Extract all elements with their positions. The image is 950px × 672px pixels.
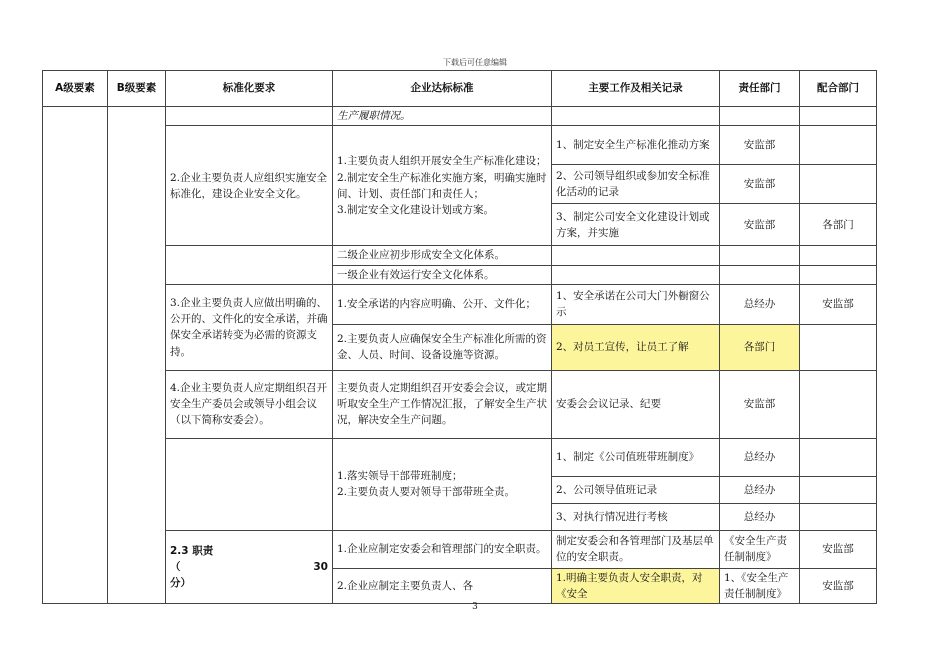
header-work-records: 主要工作及相关记录 bbox=[552, 71, 720, 107]
table-row bbox=[43, 126, 877, 165]
header-cooperating-dept: 配合部门 bbox=[800, 71, 877, 107]
work-cell: 2、对员工宣传，让员工了解 bbox=[552, 324, 720, 370]
work-cell: 《安全生产责任制制度》 bbox=[720, 530, 800, 568]
coop-cell bbox=[800, 503, 877, 530]
std-cell: 3.企业主要负责人应做出明确的、公开的、文件化的安全承诺，并确保安全承诺转变为必需的资源支持。 bbox=[166, 284, 333, 370]
resp-cell: 总经办 bbox=[720, 476, 800, 503]
ent-cell: 1.明确主要负责人安全职责，对《安全 bbox=[552, 568, 720, 604]
table-row bbox=[43, 246, 877, 265]
work-cell: 1、安全承诺在公司大门外橱窗公示 bbox=[552, 284, 720, 324]
std-cell bbox=[166, 438, 333, 530]
coop-cell bbox=[800, 370, 877, 438]
work-cell: 3、制定公司安全文化建设计划或方案，并实施 bbox=[552, 204, 720, 246]
work-cell: 1、制定安全生产标准化推动方案 bbox=[552, 126, 720, 165]
work-cell: 2、公司领导值班记录 bbox=[552, 476, 720, 503]
work-cell bbox=[552, 107, 720, 126]
resp-cell: 安监部 bbox=[720, 370, 800, 438]
header-standard: 标准化要求 bbox=[166, 71, 333, 107]
b-level-section-2-3: 2.3 职责 （ 30 分） bbox=[166, 530, 333, 604]
resp-cell: 安监部 bbox=[800, 530, 877, 568]
resp-cell: 总经办 bbox=[720, 503, 800, 530]
top-note: 下载后可任意编辑 bbox=[443, 58, 507, 67]
std-cell: 1.企业应制定安委会和管理部门的安全职责。 bbox=[333, 530, 552, 568]
ent-cell: 二级企业应初步形成安全文化体系。 bbox=[333, 246, 552, 265]
ent-cell: 2.主要负责人应确保安全生产标准化所需的资金、人员、时间、设备设施等资源。 bbox=[333, 324, 552, 370]
b-level-cell bbox=[108, 107, 166, 604]
coop-cell bbox=[800, 165, 877, 204]
std-cell: 4.企业主要负责人应定期组织召开安全生产委员会或领导小组会议（以下简称安委会）。 bbox=[166, 370, 333, 438]
coop-cell bbox=[800, 107, 877, 126]
header-row bbox=[43, 71, 877, 107]
work-cell bbox=[552, 265, 720, 284]
b-level-title: 2.3 职责 bbox=[170, 544, 214, 557]
std-cell bbox=[166, 246, 333, 285]
ent-cell: 生产履职情况。 bbox=[333, 107, 552, 126]
std-cell: 2.企业应制定主要负责人、各 bbox=[333, 568, 552, 604]
header-b-level: B级要素 bbox=[108, 71, 166, 107]
resp-cell: 安监部 bbox=[720, 204, 800, 246]
work-cell: 3、对执行情况进行考核 bbox=[552, 503, 720, 530]
table-row bbox=[43, 438, 877, 476]
ent-cell: 一级企业有效运行安全文化体系。 bbox=[333, 265, 552, 284]
work-cell: 2、公司领导组织或参加安全标准化活动的记录 bbox=[552, 165, 720, 204]
resp-cell: 各部门 bbox=[720, 324, 800, 370]
page-number: 3 bbox=[472, 602, 478, 612]
table-row bbox=[43, 284, 877, 324]
ent-cell: 主要负责人定期组织召开安委会会议，或定期听取安全生产工作情况汇报，了解安全生产状况，解决安全生产问题。 bbox=[333, 370, 552, 438]
coop-cell bbox=[800, 126, 877, 165]
std-cell bbox=[166, 107, 333, 126]
ent-cell: 1.主要负责人组织开展安全生产标准化建设； 2.制定安全生产标准化实施方案，明确实施时间、计划、责任部门和责任人； 3.制定安全文化建设计划或方案。 bbox=[333, 126, 552, 246]
ent-cell: 1.落实领导干部带班制度； 2.主要负责人要对领导干部带班全责。 bbox=[333, 438, 552, 530]
resp-cell: 总经办 bbox=[720, 438, 800, 476]
coop-cell: 各部门 bbox=[800, 204, 877, 246]
table-row bbox=[43, 107, 877, 126]
header-responsible-dept: 责任部门 bbox=[720, 71, 800, 107]
work-cell: 安委会会议记录、纪要 bbox=[552, 370, 720, 438]
ent-cell: 制定安委会和各管理部门及基层单位的安全职责。 bbox=[552, 530, 720, 568]
resp-cell bbox=[720, 265, 800, 284]
header-a-level: A级要素 bbox=[43, 71, 108, 107]
resp-cell bbox=[720, 246, 800, 265]
ent-cell: 1.安全承诺的内容应明确、公开、文件化； bbox=[333, 284, 552, 324]
std-cell: 2.企业主要负责人应组织实施安全标准化，建设企业安全文化。 bbox=[166, 126, 333, 246]
table-row bbox=[43, 370, 877, 438]
coop-cell bbox=[800, 265, 877, 284]
coop-cell bbox=[800, 476, 877, 503]
header-enterprise-standard: 企业达标标准 bbox=[333, 71, 552, 107]
coop-cell bbox=[800, 324, 877, 370]
table-row bbox=[43, 530, 877, 568]
resp-cell: 总经办 bbox=[720, 284, 800, 324]
work-cell: 1、制定《公司值班带班制度》 bbox=[552, 438, 720, 476]
resp-cell bbox=[720, 107, 800, 126]
coop-cell bbox=[800, 438, 877, 476]
coop-cell: 安监部 bbox=[800, 284, 877, 324]
standards-table bbox=[42, 70, 877, 604]
resp-cell: 安监部 bbox=[720, 165, 800, 204]
resp-cell: 安监部 bbox=[800, 568, 877, 604]
b-level-score: （ 30 bbox=[170, 560, 328, 573]
resp-cell: 安监部 bbox=[720, 126, 800, 165]
work-cell: 1、《安全生产责任制制度》 bbox=[720, 568, 800, 604]
coop-cell bbox=[800, 246, 877, 265]
a-level-cell bbox=[43, 107, 108, 604]
work-cell bbox=[552, 246, 720, 265]
